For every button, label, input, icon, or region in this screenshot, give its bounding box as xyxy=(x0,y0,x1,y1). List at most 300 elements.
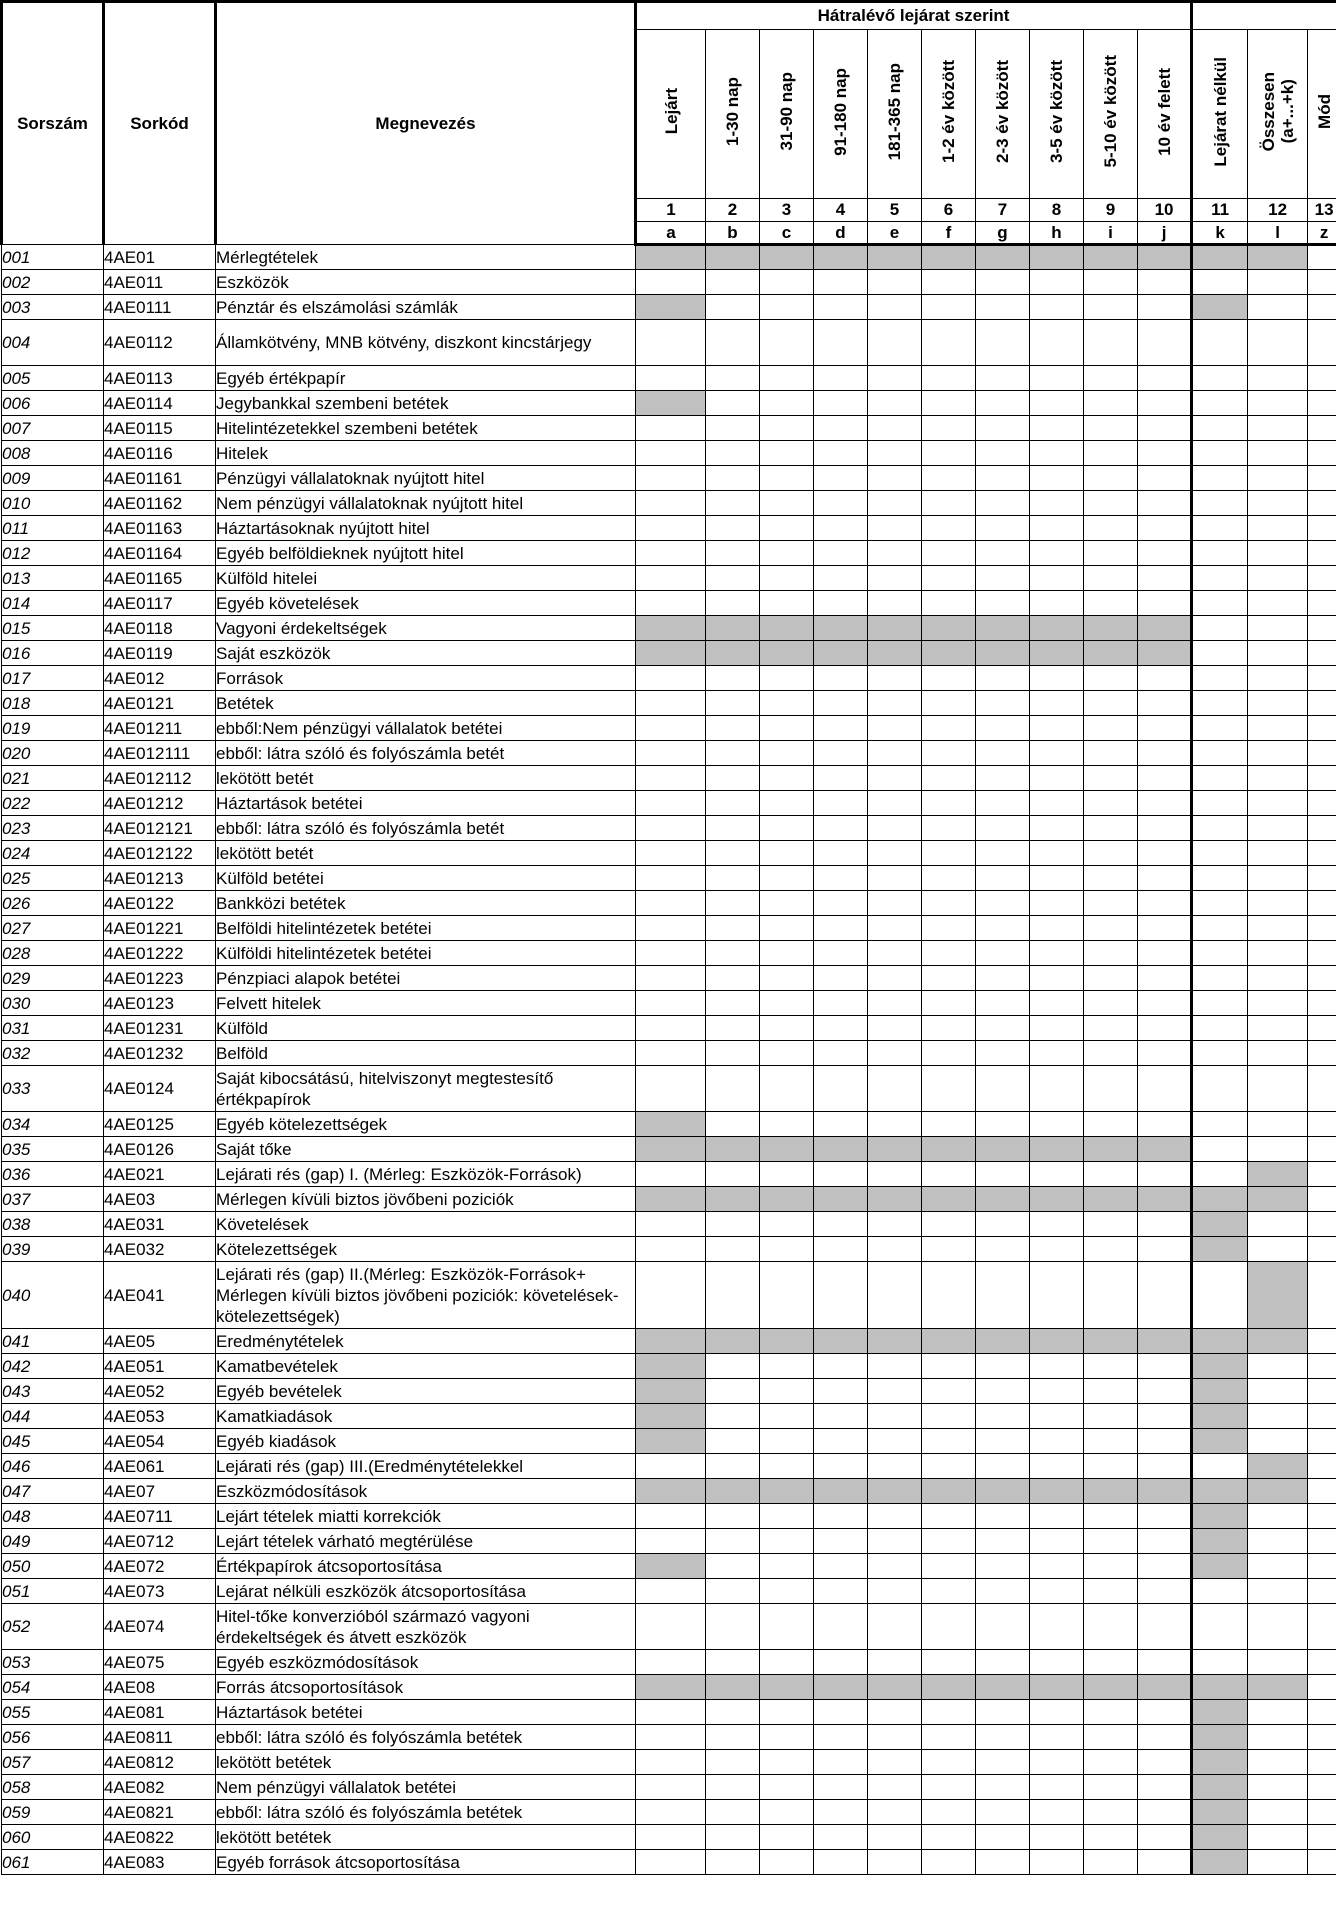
value-cell[interactable] xyxy=(976,1650,1030,1675)
value-cell[interactable] xyxy=(706,1212,760,1237)
value-cell[interactable] xyxy=(636,1775,706,1800)
value-cell[interactable] xyxy=(814,1041,868,1066)
value-cell[interactable] xyxy=(976,866,1030,891)
value-cell[interactable] xyxy=(976,1800,1030,1825)
value-cell[interactable] xyxy=(636,1604,706,1650)
value-cell[interactable] xyxy=(1138,1016,1192,1041)
value-cell[interactable] xyxy=(1308,1529,1336,1554)
value-cell[interactable] xyxy=(760,1066,814,1112)
value-cell[interactable] xyxy=(636,1529,706,1554)
value-cell[interactable] xyxy=(760,1604,814,1650)
value-cell[interactable] xyxy=(706,466,760,491)
value-cell[interactable] xyxy=(1084,541,1138,566)
value-cell[interactable] xyxy=(1084,295,1138,320)
value-cell[interactable] xyxy=(1030,1212,1084,1237)
value-cell[interactable] xyxy=(868,1354,922,1379)
value-cell[interactable] xyxy=(1248,366,1308,391)
value-cell[interactable] xyxy=(976,1750,1030,1775)
value-cell[interactable] xyxy=(1308,841,1336,866)
value-cell[interactable] xyxy=(636,1750,706,1775)
value-cell[interactable] xyxy=(1248,391,1308,416)
value-cell[interactable] xyxy=(868,966,922,991)
value-cell[interactable] xyxy=(760,516,814,541)
value-cell[interactable] xyxy=(1248,1429,1308,1454)
value-cell[interactable] xyxy=(922,916,976,941)
value-cell[interactable] xyxy=(1308,1066,1336,1112)
value-cell[interactable] xyxy=(1138,516,1192,541)
value-cell[interactable] xyxy=(760,1775,814,1800)
value-cell[interactable] xyxy=(1308,816,1336,841)
value-cell[interactable] xyxy=(868,1041,922,1066)
value-cell[interactable] xyxy=(636,591,706,616)
value-cell[interactable] xyxy=(868,1262,922,1329)
value-cell[interactable] xyxy=(636,816,706,841)
value-cell[interactable] xyxy=(1308,466,1336,491)
value-cell[interactable] xyxy=(922,1775,976,1800)
value-cell[interactable] xyxy=(976,591,1030,616)
value-cell[interactable] xyxy=(922,1604,976,1650)
value-cell[interactable] xyxy=(976,916,1030,941)
value-cell[interactable] xyxy=(1084,1262,1138,1329)
value-cell[interactable] xyxy=(636,1212,706,1237)
value-cell[interactable] xyxy=(976,691,1030,716)
value-cell[interactable] xyxy=(1030,1429,1084,1454)
value-cell[interactable] xyxy=(636,791,706,816)
value-cell[interactable] xyxy=(1248,1800,1308,1825)
value-cell[interactable] xyxy=(814,716,868,741)
value-cell[interactable] xyxy=(636,1650,706,1675)
value-cell[interactable] xyxy=(814,1112,868,1137)
value-cell[interactable] xyxy=(1308,791,1336,816)
value-cell[interactable] xyxy=(814,1354,868,1379)
value-cell[interactable] xyxy=(1030,591,1084,616)
value-cell[interactable] xyxy=(1030,541,1084,566)
value-cell[interactable] xyxy=(636,1237,706,1262)
value-cell[interactable] xyxy=(1248,791,1308,816)
value-cell[interactable] xyxy=(1308,1329,1336,1354)
value-cell[interactable] xyxy=(1192,1262,1248,1329)
value-cell[interactable] xyxy=(814,1379,868,1404)
value-cell[interactable] xyxy=(636,1066,706,1112)
value-cell[interactable] xyxy=(1248,541,1308,566)
value-cell[interactable] xyxy=(1308,1554,1336,1579)
value-cell[interactable] xyxy=(760,1579,814,1604)
value-cell[interactable] xyxy=(1030,916,1084,941)
value-cell[interactable] xyxy=(1084,1604,1138,1650)
value-cell[interactable] xyxy=(706,1850,760,1875)
value-cell[interactable] xyxy=(1192,741,1248,766)
value-cell[interactable] xyxy=(814,1429,868,1454)
value-cell[interactable] xyxy=(706,1750,760,1775)
value-cell[interactable] xyxy=(1084,716,1138,741)
value-cell[interactable] xyxy=(1308,941,1336,966)
value-cell[interactable] xyxy=(1308,1016,1336,1041)
value-cell[interactable] xyxy=(1308,1579,1336,1604)
value-cell[interactable] xyxy=(1192,541,1248,566)
value-cell[interactable] xyxy=(814,791,868,816)
value-cell[interactable] xyxy=(868,1404,922,1429)
value-cell[interactable] xyxy=(868,1579,922,1604)
value-cell[interactable] xyxy=(814,1825,868,1850)
value-cell[interactable] xyxy=(706,716,760,741)
value-cell[interactable] xyxy=(706,1454,760,1479)
value-cell[interactable] xyxy=(1138,741,1192,766)
value-cell[interactable] xyxy=(1030,691,1084,716)
value-cell[interactable] xyxy=(1030,270,1084,295)
value-cell[interactable] xyxy=(1308,916,1336,941)
value-cell[interactable] xyxy=(1248,641,1308,666)
value-cell[interactable] xyxy=(976,320,1030,366)
value-cell[interactable] xyxy=(760,1162,814,1187)
value-cell[interactable] xyxy=(1308,566,1336,591)
value-cell[interactable] xyxy=(814,1554,868,1579)
value-cell[interactable] xyxy=(976,295,1030,320)
value-cell[interactable] xyxy=(976,1212,1030,1237)
value-cell[interactable] xyxy=(1138,1604,1192,1650)
value-cell[interactable] xyxy=(760,916,814,941)
value-cell[interactable] xyxy=(760,1237,814,1262)
value-cell[interactable] xyxy=(1084,1504,1138,1529)
value-cell[interactable] xyxy=(1308,1187,1336,1212)
value-cell[interactable] xyxy=(706,416,760,441)
value-cell[interactable] xyxy=(922,866,976,891)
value-cell[interactable] xyxy=(1138,966,1192,991)
value-cell[interactable] xyxy=(814,1162,868,1187)
value-cell[interactable] xyxy=(1248,1212,1308,1237)
value-cell[interactable] xyxy=(760,295,814,320)
value-cell[interactable] xyxy=(1192,666,1248,691)
value-cell[interactable] xyxy=(636,1725,706,1750)
value-cell[interactable] xyxy=(760,491,814,516)
value-cell[interactable] xyxy=(1084,1354,1138,1379)
value-cell[interactable] xyxy=(868,1529,922,1554)
value-cell[interactable] xyxy=(1248,1016,1308,1041)
value-cell[interactable] xyxy=(922,441,976,466)
value-cell[interactable] xyxy=(760,591,814,616)
value-cell[interactable] xyxy=(1248,1725,1308,1750)
value-cell[interactable] xyxy=(1248,1554,1308,1579)
value-cell[interactable] xyxy=(760,991,814,1016)
value-cell[interactable] xyxy=(1030,1112,1084,1137)
value-cell[interactable] xyxy=(976,716,1030,741)
value-cell[interactable] xyxy=(706,991,760,1016)
value-cell[interactable] xyxy=(760,441,814,466)
value-cell[interactable] xyxy=(636,741,706,766)
value-cell[interactable] xyxy=(1248,1379,1308,1404)
value-cell[interactable] xyxy=(1138,716,1192,741)
value-cell[interactable] xyxy=(976,1504,1030,1529)
value-cell[interactable] xyxy=(760,1554,814,1579)
value-cell[interactable] xyxy=(706,1650,760,1675)
value-cell[interactable] xyxy=(868,466,922,491)
value-cell[interactable] xyxy=(1308,270,1336,295)
value-cell[interactable] xyxy=(868,1379,922,1404)
value-cell[interactable] xyxy=(868,941,922,966)
value-cell[interactable] xyxy=(1248,1041,1308,1066)
value-cell[interactable] xyxy=(760,1262,814,1329)
value-cell[interactable] xyxy=(760,391,814,416)
value-cell[interactable] xyxy=(1138,1454,1192,1479)
value-cell[interactable] xyxy=(976,270,1030,295)
value-cell[interactable] xyxy=(976,1579,1030,1604)
value-cell[interactable] xyxy=(1192,891,1248,916)
value-cell[interactable] xyxy=(1248,1354,1308,1379)
value-cell[interactable] xyxy=(1138,416,1192,441)
value-cell[interactable] xyxy=(922,691,976,716)
value-cell[interactable] xyxy=(814,1066,868,1112)
value-cell[interactable] xyxy=(922,491,976,516)
value-cell[interactable] xyxy=(706,866,760,891)
value-cell[interactable] xyxy=(1192,366,1248,391)
value-cell[interactable] xyxy=(1138,816,1192,841)
value-cell[interactable] xyxy=(706,1237,760,1262)
value-cell[interactable] xyxy=(868,741,922,766)
value-cell[interactable] xyxy=(1248,1237,1308,1262)
value-cell[interactable] xyxy=(1308,541,1336,566)
value-cell[interactable] xyxy=(1084,466,1138,491)
value-cell[interactable] xyxy=(1248,716,1308,741)
value-cell[interactable] xyxy=(760,841,814,866)
value-cell[interactable] xyxy=(1084,1429,1138,1454)
value-cell[interactable] xyxy=(1248,691,1308,716)
value-cell[interactable] xyxy=(1192,1016,1248,1041)
value-cell[interactable] xyxy=(1192,941,1248,966)
value-cell[interactable] xyxy=(1192,441,1248,466)
value-cell[interactable] xyxy=(1192,791,1248,816)
value-cell[interactable] xyxy=(922,1825,976,1850)
value-cell[interactable] xyxy=(1248,1404,1308,1429)
value-cell[interactable] xyxy=(922,791,976,816)
value-cell[interactable] xyxy=(1030,391,1084,416)
value-cell[interactable] xyxy=(1030,491,1084,516)
value-cell[interactable] xyxy=(1084,866,1138,891)
value-cell[interactable] xyxy=(760,1041,814,1066)
value-cell[interactable] xyxy=(1308,1404,1336,1429)
value-cell[interactable] xyxy=(1138,1650,1192,1675)
value-cell[interactable] xyxy=(922,841,976,866)
value-cell[interactable] xyxy=(1084,1066,1138,1112)
value-cell[interactable] xyxy=(1138,566,1192,591)
value-cell[interactable] xyxy=(1030,991,1084,1016)
value-cell[interactable] xyxy=(1084,1237,1138,1262)
value-cell[interactable] xyxy=(1308,966,1336,991)
value-cell[interactable] xyxy=(636,1800,706,1825)
value-cell[interactable] xyxy=(976,666,1030,691)
value-cell[interactable] xyxy=(922,1041,976,1066)
value-cell[interactable] xyxy=(868,766,922,791)
value-cell[interactable] xyxy=(760,941,814,966)
value-cell[interactable] xyxy=(1084,1379,1138,1404)
value-cell[interactable] xyxy=(1192,270,1248,295)
value-cell[interactable] xyxy=(1248,841,1308,866)
value-cell[interactable] xyxy=(1308,1725,1336,1750)
value-cell[interactable] xyxy=(814,866,868,891)
value-cell[interactable] xyxy=(1192,1454,1248,1479)
value-cell[interactable] xyxy=(1030,791,1084,816)
value-cell[interactable] xyxy=(1308,516,1336,541)
value-cell[interactable] xyxy=(1192,1579,1248,1604)
value-cell[interactable] xyxy=(636,841,706,866)
value-cell[interactable] xyxy=(922,516,976,541)
value-cell[interactable] xyxy=(1308,320,1336,366)
value-cell[interactable] xyxy=(1308,1850,1336,1875)
value-cell[interactable] xyxy=(706,541,760,566)
value-cell[interactable] xyxy=(868,1850,922,1875)
value-cell[interactable] xyxy=(1138,491,1192,516)
value-cell[interactable] xyxy=(636,1041,706,1066)
value-cell[interactable] xyxy=(1308,1775,1336,1800)
value-cell[interactable] xyxy=(868,1750,922,1775)
value-cell[interactable] xyxy=(976,1354,1030,1379)
value-cell[interactable] xyxy=(760,1825,814,1850)
value-cell[interactable] xyxy=(976,1850,1030,1875)
value-cell[interactable] xyxy=(1308,1162,1336,1187)
value-cell[interactable] xyxy=(1248,616,1308,641)
value-cell[interactable] xyxy=(636,516,706,541)
value-cell[interactable] xyxy=(814,1579,868,1604)
value-cell[interactable] xyxy=(868,816,922,841)
value-cell[interactable] xyxy=(868,716,922,741)
value-cell[interactable] xyxy=(1248,1750,1308,1775)
value-cell[interactable] xyxy=(976,1454,1030,1479)
value-cell[interactable] xyxy=(868,441,922,466)
value-cell[interactable] xyxy=(706,1725,760,1750)
value-cell[interactable] xyxy=(922,1554,976,1579)
value-cell[interactable] xyxy=(814,1650,868,1675)
value-cell[interactable] xyxy=(1138,1775,1192,1800)
value-cell[interactable] xyxy=(1308,741,1336,766)
value-cell[interactable] xyxy=(636,366,706,391)
value-cell[interactable] xyxy=(1084,816,1138,841)
value-cell[interactable] xyxy=(868,666,922,691)
value-cell[interactable] xyxy=(1084,491,1138,516)
value-cell[interactable] xyxy=(868,1112,922,1137)
value-cell[interactable] xyxy=(1030,1850,1084,1875)
value-cell[interactable] xyxy=(868,1212,922,1237)
value-cell[interactable] xyxy=(1192,416,1248,441)
value-cell[interactable] xyxy=(814,891,868,916)
value-cell[interactable] xyxy=(706,1429,760,1454)
value-cell[interactable] xyxy=(1030,841,1084,866)
value-cell[interactable] xyxy=(1308,1750,1336,1775)
value-cell[interactable] xyxy=(636,941,706,966)
value-cell[interactable] xyxy=(760,1212,814,1237)
value-cell[interactable] xyxy=(1248,1604,1308,1650)
value-cell[interactable] xyxy=(1084,966,1138,991)
value-cell[interactable] xyxy=(760,866,814,891)
value-cell[interactable] xyxy=(922,1354,976,1379)
value-cell[interactable] xyxy=(1138,466,1192,491)
value-cell[interactable] xyxy=(1138,1750,1192,1775)
value-cell[interactable] xyxy=(1192,641,1248,666)
value-cell[interactable] xyxy=(868,1237,922,1262)
value-cell[interactable] xyxy=(1030,466,1084,491)
value-cell[interactable] xyxy=(636,566,706,591)
value-cell[interactable] xyxy=(1248,991,1308,1016)
value-cell[interactable] xyxy=(760,1354,814,1379)
value-cell[interactable] xyxy=(868,1162,922,1187)
value-cell[interactable] xyxy=(1248,966,1308,991)
value-cell[interactable] xyxy=(1030,741,1084,766)
value-cell[interactable] xyxy=(1030,1404,1084,1429)
value-cell[interactable] xyxy=(1248,1579,1308,1604)
value-cell[interactable] xyxy=(1308,441,1336,466)
value-cell[interactable] xyxy=(1192,966,1248,991)
value-cell[interactable] xyxy=(868,491,922,516)
value-cell[interactable] xyxy=(1138,391,1192,416)
value-cell[interactable] xyxy=(922,466,976,491)
value-cell[interactable] xyxy=(636,416,706,441)
value-cell[interactable] xyxy=(1192,1162,1248,1187)
value-cell[interactable] xyxy=(814,591,868,616)
value-cell[interactable] xyxy=(976,1700,1030,1725)
value-cell[interactable] xyxy=(636,541,706,566)
value-cell[interactable] xyxy=(922,541,976,566)
value-cell[interactable] xyxy=(1248,516,1308,541)
value-cell[interactable] xyxy=(1084,516,1138,541)
value-cell[interactable] xyxy=(1138,1579,1192,1604)
value-cell[interactable] xyxy=(636,966,706,991)
value-cell[interactable] xyxy=(1308,1479,1336,1504)
value-cell[interactable] xyxy=(1084,841,1138,866)
value-cell[interactable] xyxy=(1138,1800,1192,1825)
value-cell[interactable] xyxy=(1308,691,1336,716)
value-cell[interactable] xyxy=(1138,1700,1192,1725)
value-cell[interactable] xyxy=(814,841,868,866)
value-cell[interactable] xyxy=(868,1700,922,1725)
value-cell[interactable] xyxy=(760,966,814,991)
value-cell[interactable] xyxy=(814,691,868,716)
value-cell[interactable] xyxy=(1248,1850,1308,1875)
value-cell[interactable] xyxy=(976,516,1030,541)
value-cell[interactable] xyxy=(1084,1454,1138,1479)
value-cell[interactable] xyxy=(922,320,976,366)
value-cell[interactable] xyxy=(814,516,868,541)
value-cell[interactable] xyxy=(1248,1700,1308,1725)
value-cell[interactable] xyxy=(868,366,922,391)
value-cell[interactable] xyxy=(1192,1041,1248,1066)
value-cell[interactable] xyxy=(1084,1112,1138,1137)
value-cell[interactable] xyxy=(922,1016,976,1041)
value-cell[interactable] xyxy=(814,566,868,591)
value-cell[interactable] xyxy=(1248,916,1308,941)
value-cell[interactable] xyxy=(1138,541,1192,566)
value-cell[interactable] xyxy=(1192,391,1248,416)
value-cell[interactable] xyxy=(976,491,1030,516)
value-cell[interactable] xyxy=(1248,1112,1308,1137)
value-cell[interactable] xyxy=(1192,566,1248,591)
value-cell[interactable] xyxy=(922,391,976,416)
value-cell[interactable] xyxy=(1248,491,1308,516)
value-cell[interactable] xyxy=(1030,1775,1084,1800)
value-cell[interactable] xyxy=(1138,1429,1192,1454)
value-cell[interactable] xyxy=(706,366,760,391)
value-cell[interactable] xyxy=(1308,1429,1336,1454)
value-cell[interactable] xyxy=(922,766,976,791)
value-cell[interactable] xyxy=(868,1604,922,1650)
value-cell[interactable] xyxy=(976,966,1030,991)
value-cell[interactable] xyxy=(922,991,976,1016)
value-cell[interactable] xyxy=(1138,1212,1192,1237)
value-cell[interactable] xyxy=(1084,941,1138,966)
value-cell[interactable] xyxy=(976,891,1030,916)
value-cell[interactable] xyxy=(976,1529,1030,1554)
value-cell[interactable] xyxy=(1192,1112,1248,1137)
value-cell[interactable] xyxy=(636,270,706,295)
value-cell[interactable] xyxy=(1308,391,1336,416)
value-cell[interactable] xyxy=(1192,616,1248,641)
value-cell[interactable] xyxy=(1308,1700,1336,1725)
